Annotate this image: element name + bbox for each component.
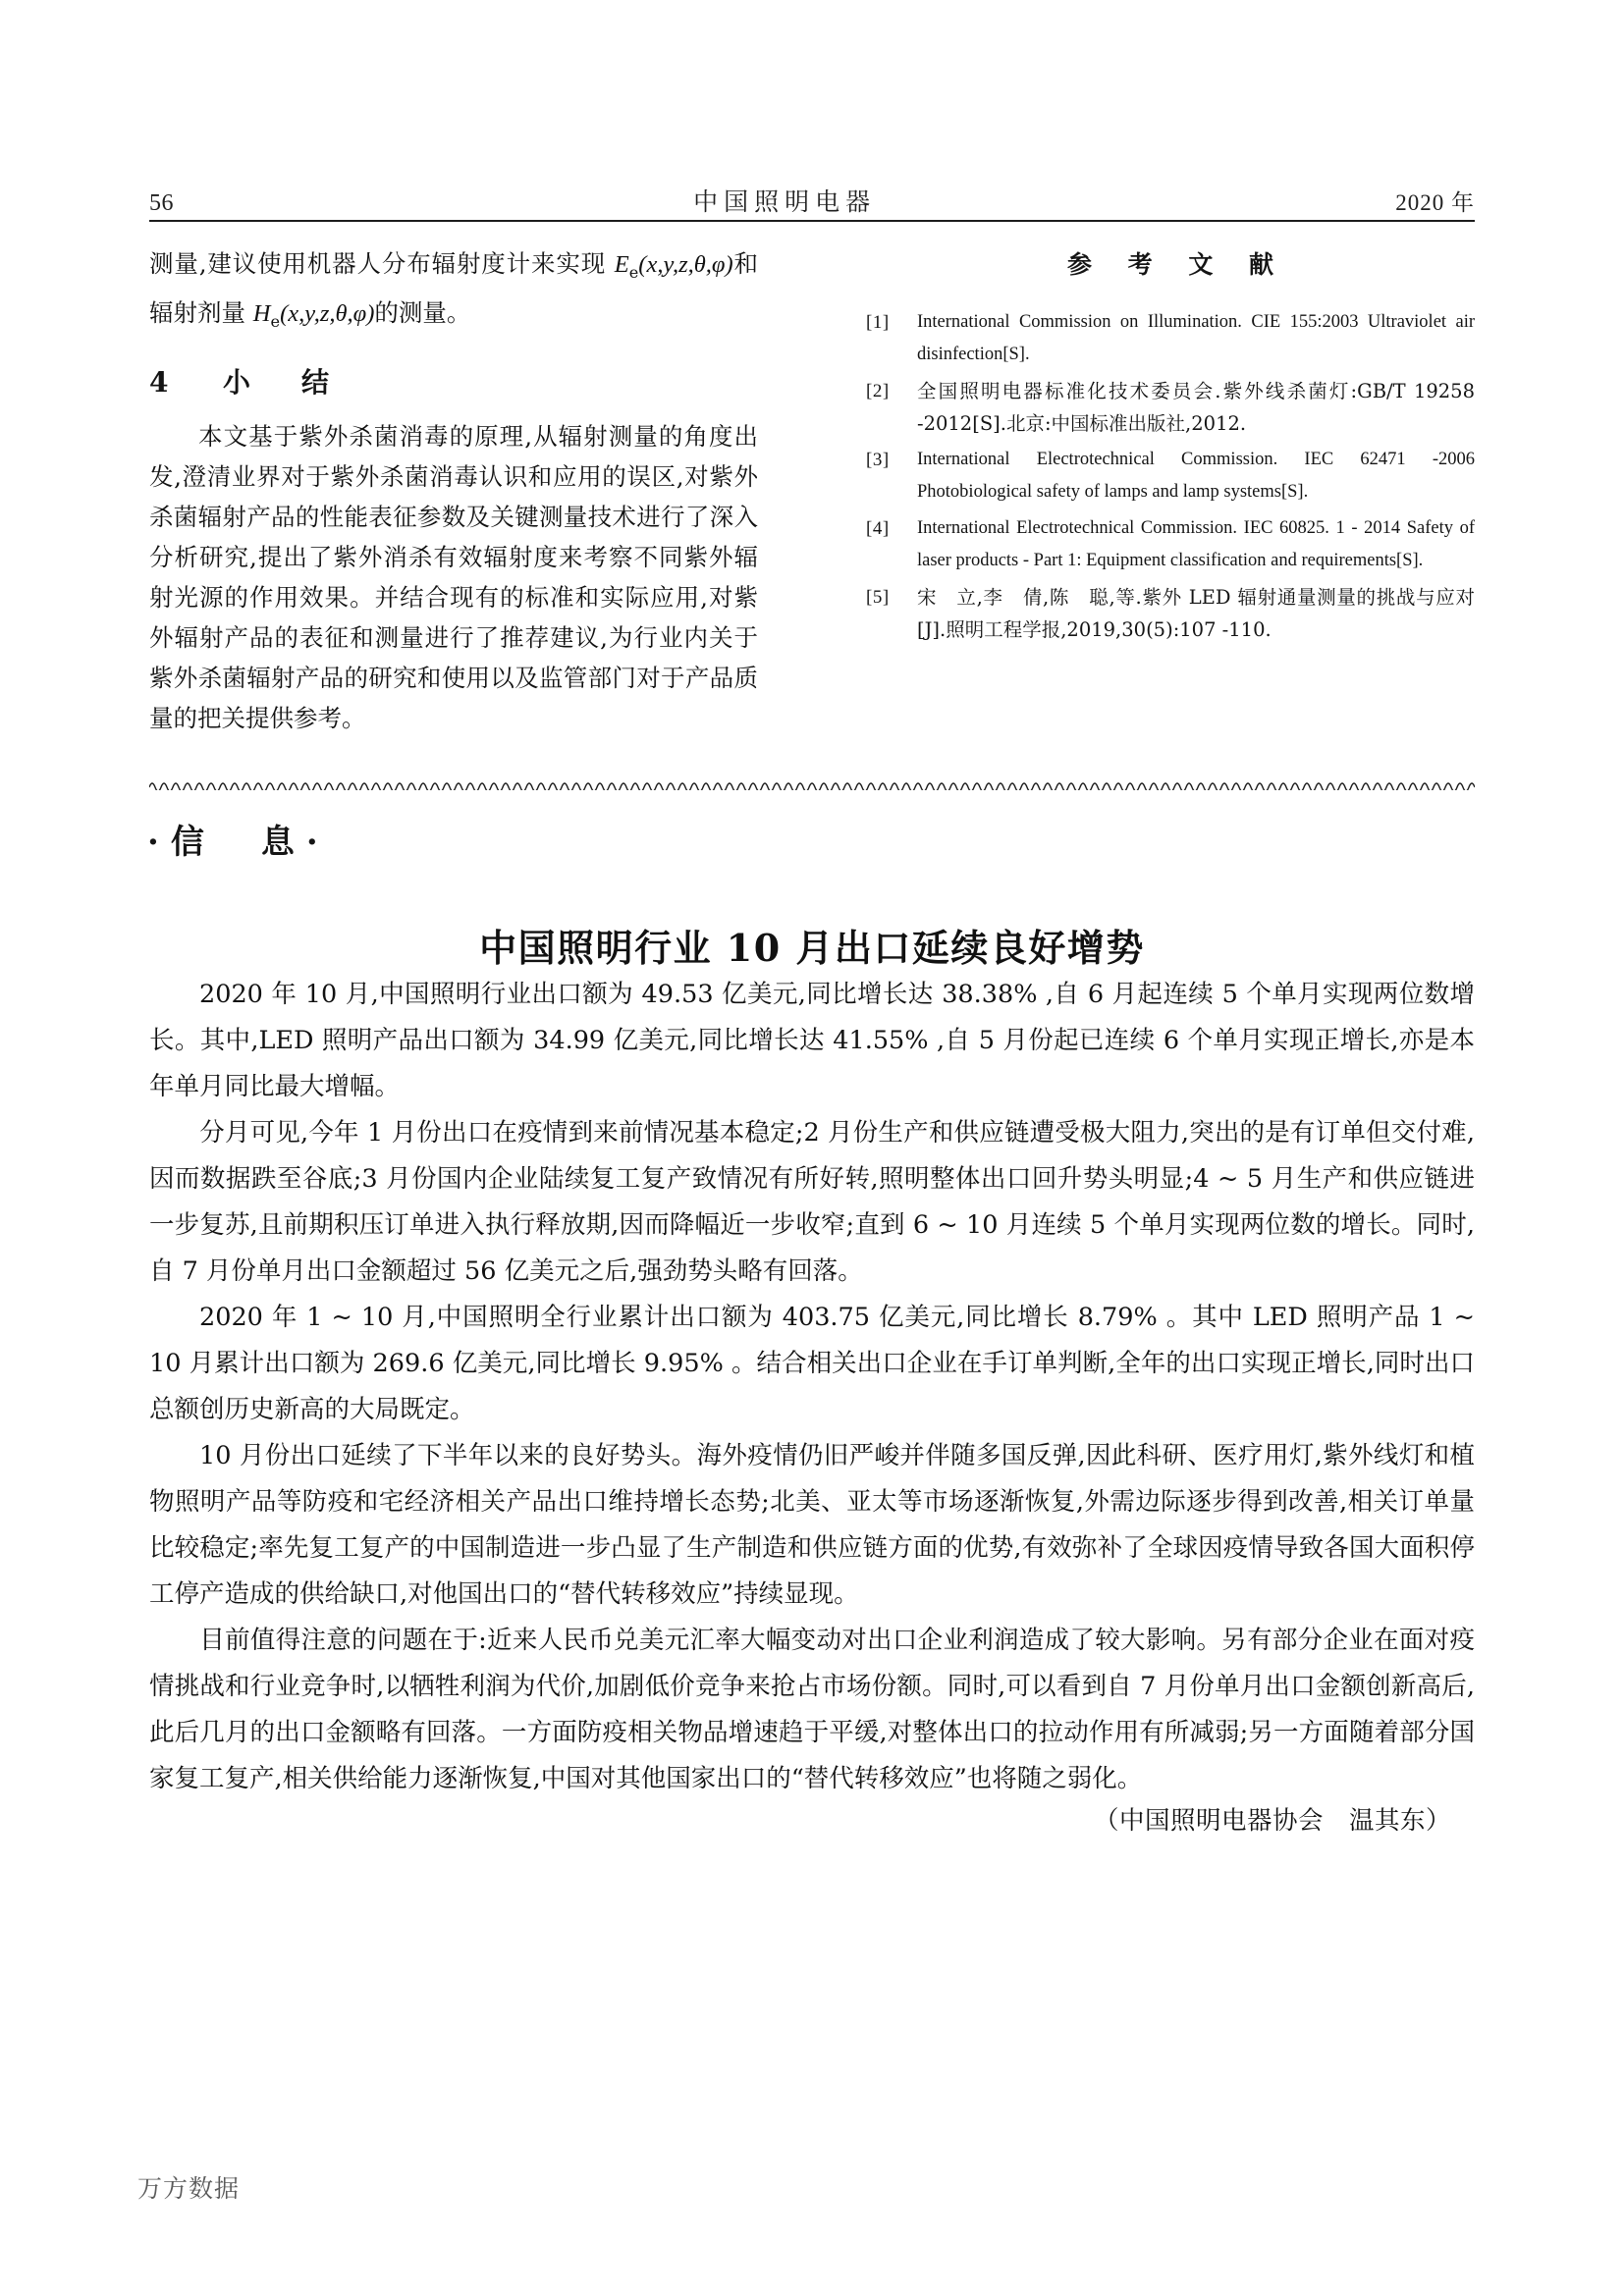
reference-item — [866, 444, 1475, 508]
continued-text-end: 的测量。 — [374, 297, 471, 327]
formula-E-subscript: e — [628, 262, 639, 282]
journal-name: 中国照明电器 — [693, 187, 877, 216]
reference-item — [866, 306, 1475, 371]
left-column — [149, 243, 758, 738]
references-list — [866, 306, 1475, 646]
article-paragraph-text: 分月可见,今年 1 月份出口在疫情到来前情况基本稳定;2 月份生产和供应链遭受极大阻力,突出的是有订单但交付难,因而数据跌至谷底;3 月份国内企业陆续复工复产致情况有所好转,照明整体出口回升势头明显;4 ~ 5 月生产和供应链进一步复苏,且前期积压订单进入执行释放期,因而降幅近一步收窄;直到 6 ~ 10 月连续 5 个单月实现两位数的增长。同时,自 7 月份单月出口金额超过 56 亿美元之后,强劲势头略有回落。 — [149, 1118, 1475, 1286]
article-byline: （中国照明电器协会 温其东） — [1093, 1806, 1451, 1836]
reference-text: International Electrotechnical Commission. IEC 62471 -2006 Photobiological safety of lamps and lamp systems[S]. — [917, 450, 1475, 502]
database-watermark: 万方数据 — [137, 2174, 241, 2203]
reference-number: [4] — [866, 518, 890, 539]
wavy-separator — [149, 778, 1475, 790]
reference-number: [3] — [866, 450, 890, 470]
conclusion-text: 本文基于紫外杀菌消毒的原理,从辐射测量的角度出发,澄清业界对于紫外杀菌消毒认识和应用的误区,对紫外杀菌辐射产品的性能表征参数及关键测量技术进行了深入分析研究,提出了紫外消杀有效辐射度来考察不同紫外辐射光源的作用效果。并结合现有的标准和实际应用,对紫外辐射产品的表征和测量进行了推荐建议,为行业内关于紫外杀菌辐射产品的研究和使用以及监管部门对于产品质量的把关提供参考。 — [149, 421, 758, 732]
formula-E: E — [614, 251, 629, 278]
reference-item — [866, 581, 1475, 646]
conclusion-paragraph — [149, 416, 758, 738]
section-number: 4 — [149, 365, 181, 399]
formula-H-args: (x,y,z,θ,φ) — [280, 299, 375, 327]
reference-number: [2] — [866, 381, 890, 401]
article-paragraph-text: 目前值得注意的问题在于:近来人民币兑美元汇率大幅变动对出口企业利润造成了较大影响。另有部分企业在面对疫情挑战和行业竞争时,以牺牲利润为代价,加剧低价竞争来抢占市场份额。同时,可以看到自 7 月份单月出口金额创新高后,此后几月的出口金额略有回落。一方面防疫相关物品增速趋于平缓,对整体出口的拉动作用有所减弱;另一方面随着部分国家复工复产,相关供给能力逐渐恢复,中国对其他国家出口的“替代转移效应”也将随之弱化。 — [149, 1626, 1475, 1793]
reference-text: 全国照明电器标准化技术委员会.紫外线杀菌灯:GB/T 19258 -2012[S].北京:中国标准出版社,2012. — [917, 380, 1475, 435]
reference-text: International Electrotechnical Commission. IEC 60825. 1 - 2014 Safety of laser products - Part 1: Equipment classification and requirements[S]. — [917, 518, 1475, 570]
formula-H: H — [252, 299, 271, 327]
article-paragraph — [149, 1618, 1475, 1802]
continued-paragraph — [149, 243, 758, 342]
article-paragraph — [149, 1110, 1475, 1295]
article-paragraph-text: 2020 年 10 月,中国照明行业出口额为 49.53 亿美元,同比增长达 38.38% ,自 6 月起连续 5 个单月实现两位数增长。其中,LED 照明产品出口额为 34.99 亿美元,同比增长达 41.55% ,自 5 月份起已连续 6 个单月实现正增长,亦是本年单月同比最大增幅。 — [149, 980, 1475, 1101]
article-paragraph-text: 2020 年 1 ~ 10 月,中国照明全行业累计出口额为 403.75 亿美元,同比增长 8.79% 。其中 LED 照明产品 1 ~ 10 月累计出口额为 269.6 亿美元,同比增长 9.95% 。结合相关出口企业在手订单判断,全年的出口实现正增长,同时出口总额创历史新高的大局既定。 — [149, 1303, 1475, 1424]
formula-E-args-a: (x,y, — [638, 251, 679, 278]
two-column-region — [149, 243, 1475, 774]
article-paragraph — [149, 972, 1475, 1110]
article-body — [149, 972, 1475, 1802]
formula-E-args-b: z,θ,φ) — [678, 251, 733, 278]
reference-text: International Commission on Illumination. CIE 155:2003 Ultraviolet air disinfection[S]. — [917, 312, 1475, 364]
reference-number: [1] — [866, 312, 890, 333]
formula-H-subscript: e — [270, 311, 281, 331]
reference-item — [866, 375, 1475, 440]
running-header — [149, 183, 1475, 218]
info-section-label: ·信 息· — [147, 823, 330, 862]
header-rule — [149, 220, 1475, 222]
page-folio: 56 — [149, 190, 174, 216]
continued-text-start: 测量,建议使用机器人分布辐射度计来实现 — [149, 249, 615, 278]
reference-number: [5] — [866, 587, 890, 608]
article-title: 中国照明行业 10 月出口延续良好增势 — [479, 926, 1145, 971]
reference-item — [866, 512, 1475, 577]
continued-text-mid: 和辐射剂量 — [149, 249, 758, 327]
section-heading-conclusion — [149, 363, 758, 402]
article-paragraph — [149, 1433, 1475, 1618]
right-column — [866, 243, 1475, 650]
publication-year: 2020 年 — [1395, 190, 1475, 215]
article-paragraph-text: 10 月份出口延续了下半年以来的良好势头。海外疫情仍旧严峻并伴随多国反弹,因此科研、医疗用灯,紫外线灯和植物照明产品等防疫和宅经济相关产品出口维持增长态势;北美、亚太等市场逐渐恢复,外需边际逐步得到改善,相关订单量比较稳定;率先复工复产的中国制造进一步凸显了生产制造和供应链方面的优势,有效弥补了全球因疫情导致各国大面积停工停产造成的供给缺口,对他国出口的“替代转移效应”持续显现。 — [149, 1441, 1475, 1609]
references-heading: 参 考 文 献 — [1066, 250, 1288, 279]
section-title: 小 结 — [222, 365, 341, 399]
reference-text: 宋 立,李 倩,陈 聪,等.紫外 LED 辐射通量测量的挑战与应对[J].照明工程学报,2019,30(5):107 -110. — [917, 586, 1475, 641]
article-paragraph — [149, 1295, 1475, 1433]
